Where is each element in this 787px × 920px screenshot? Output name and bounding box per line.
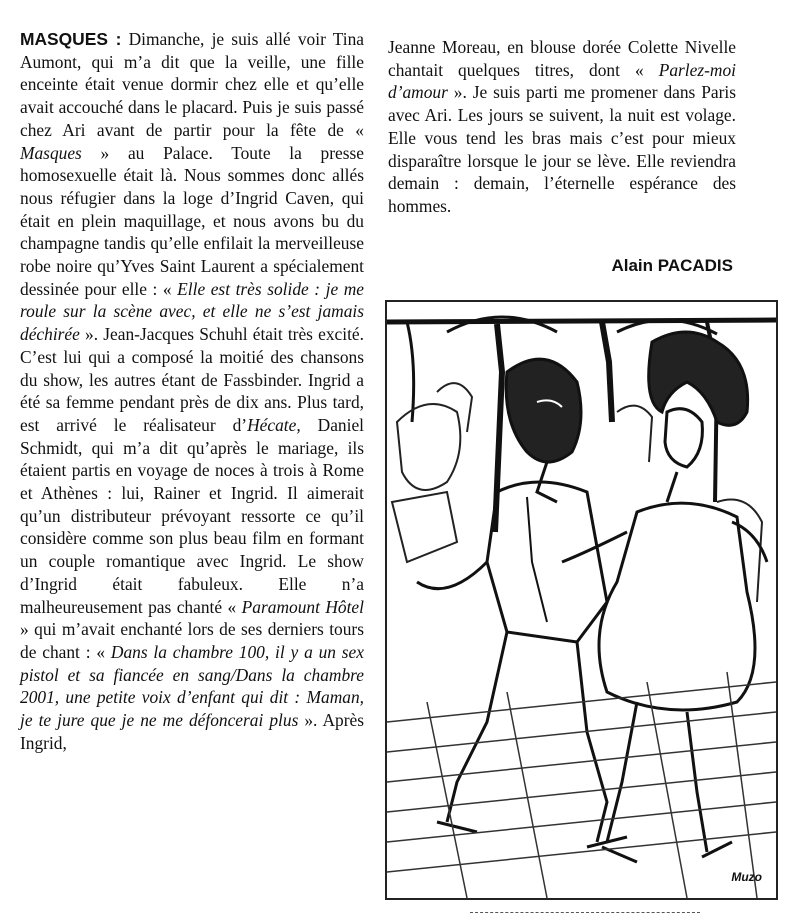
text-run-italic: Elle est très solide : je me roule sur la scène avec, et elle ne s’est jamais déchirée [20, 278, 364, 345]
sketch-image [387, 302, 776, 898]
illustration-drawing [385, 300, 778, 900]
text-run: ». Je suis parti me promener dans Paris avec Ari. Les jours se suivent, la nuit est volage. Elle vous tend les bras mais c’est pour mieux disparaître lorsque le jour se lève. Elle reviendra demain : demain, l’éternelle espérance des hommes. [388, 82, 736, 216]
text-run-italic: Dans la chambre 100, il y a un sex pistol et sa fiancée en sang/Dans la chambre 2001, une petite voix d’enfant qui dit : Maman, je te jure que je ne me défoncerai plus [20, 641, 364, 731]
section-kicker: MASQUES : [20, 29, 122, 49]
author-byline: Alain PACADIS [611, 256, 733, 275]
text-run: Daniel Schmidt, qui m’a dit qu’après le mariage, ils étaient partis en voyage de noces à trois à Rome et Athènes : lui, Rainer et Ingrid. Il aimerait qu’un distributeur prévoyant ressorte ce qu’il considère comme son plus beau film en formant un couple romantique avec Ingrid. Le show d’Ingrid était fabuleux. Elle n’a malheureusement pas chanté « [20, 414, 365, 617]
article-right-column [388, 36, 736, 218]
text-run-italic: Hécate, [247, 414, 301, 435]
text-run: ». Jean-Jacques Schuhl était très excité. C’est lui qui a composé la moitié des chansons du show, les autres étant de Fassbinder. Ingrid a été sa femme pendant près de dix ans. Plus tard, est arrivé le réalisateur d’ [20, 324, 364, 435]
article-paragraph [20, 28, 364, 755]
artist-signature: Muzo [731, 870, 762, 884]
text-run-italic: Parlez-moi d’amour [388, 59, 736, 103]
text-run: » au Palace. Toute la presse homosexuelle était là. Nous sommes donc allés nous réfugier dans la loge d’Ingrid Caven, qui était en plein maquillage, et nous avons bu du champagne tandis qu’elle enfilait la merveilleuse robe noire qu’Yves Saint Laurent a spécialement dessinée pour elle : « [20, 142, 364, 299]
text-run-italic: Paramount Hôtel [241, 596, 364, 617]
divider [470, 912, 700, 919]
text-run: Jeanne Moreau, en blouse dorée Colette Nivelle chantait quelques titres, dont « [388, 37, 736, 80]
text-run: » qui m’avait enchanté lors de ses derniers tours de chant : « [20, 619, 364, 662]
article-paragraph [388, 36, 736, 218]
text-run: Dimanche, je suis allé voir Tina Aumont, qui m’a dit que la veille, une fille enceinte était venue dormir chez elle et qu’elle avait accouché dans le placard. Puis je suis passé chez Ari avant de partir pour la fête de « [20, 29, 364, 140]
text-run: ». Après Ingrid, [20, 710, 364, 753]
text-run-italic: Masques [20, 142, 82, 163]
article-left-column [20, 28, 364, 755]
